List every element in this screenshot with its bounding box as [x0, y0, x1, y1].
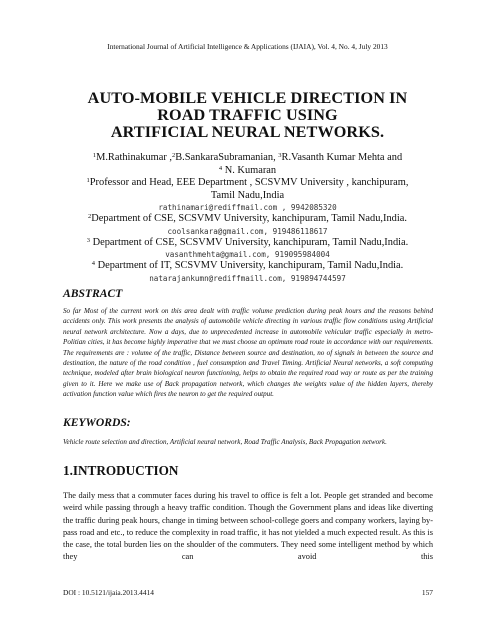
title-line: ARTIFICIAL NEURAL NETWORKS.: [110, 123, 385, 141]
affiliation-sup: 2: [88, 213, 92, 220]
affiliation-1-cont: Tamil Nadu,India: [210, 189, 285, 201]
affiliation-sup: 1: [86, 177, 90, 184]
abstract-body: So far Most of the current work on this area dealt with traffic volume prediction during peak hours and the reasons behind accidents only. This work presents the analysis of automobile vehicle directing in various traffic flow conditions using Artificial neural network architecture. Now a days, due to unprecedented increase in automobile vehicular traffic especially in metro-Politian cities, it has become highly imperative that we must choose an optimum road route in accordance with our requirements. The requirements are : volume of the traffic, Distance between source and destination, no of signals in between the source and destination, the nature of the road condition , fuel consumption and Travel Timing. Artificial Neural networks, a soft computing technique, modeled after brain biological neuron functioning, helps to obtain the required road way or route as per the training given to it. Here we make use of Back propagation network, which changes the weights value of the hidden layers, thereby activation function value which fires the neuron to get the required output.: [63, 307, 433, 399]
author-sup: 3: [278, 152, 282, 159]
keywords-heading: KEYWORDS:: [63, 416, 131, 429]
page-number: 157: [421, 588, 433, 597]
affiliation-3: [50, 237, 445, 250]
title-line: ROAD TRAFFIC USING: [157, 106, 338, 124]
affiliation-2: [50, 213, 445, 226]
journal-header: International Journal of Artificial Intelligence & Applications (IJAIA), Vol. 4, No. 4, July 2013: [107, 42, 388, 51]
abstract-heading: ABSTRACT: [63, 287, 123, 300]
affiliation-text: Department of CSE, SCSVMV University, kanchipuram, Tamil Nadu,India.: [91, 213, 407, 224]
keywords-body: Vehicle route selection and direction, Artificial neural network, Road Traffic Analysis, Back Propagation network.: [63, 438, 387, 446]
affiliation-sup: 3: [86, 236, 90, 244]
author-sup: 1: [92, 152, 97, 159]
email-2: coolsankara@gmail.com, 919486118617: [167, 226, 328, 236]
affiliation-1: [50, 177, 445, 190]
affiliation-text: Department of CSE, SCSVMV University, kanchipuram, Tamil Nadu,India.: [89, 236, 409, 248]
introduction-body: The daily mess that a commuter faces during his travel to office is felt a lot. People get stranded and become weird while passing through a heavy traffic condition. Though the Government plans and ideas like diverting the traffic during peak hours, change in timing between school-college goers and company workers, laying by-pass road and etc., to reduce the complexity in road traffic, it has not yielded a much expected result. As this is the case, the total burden lies on the shoulder of the commuters. They need some intelligent method by which they can avoid this: [63, 491, 433, 562]
introduction-heading: 1.INTRODUCTION: [63, 463, 179, 478]
affiliation-text: Professor and Head, EEE Department , SCSVMV University , kanchipuram,: [89, 177, 409, 188]
author-name: N. Kumaran: [222, 164, 277, 176]
author-names-line-2: [50, 165, 445, 178]
title-line: AUTO-MOBILE VEHICLE DIRECTION IN: [87, 89, 408, 107]
author-name: B.SankaraSubramanian,: [175, 152, 279, 163]
email-1: rathinamari@rediffmail.com , 9942085320: [158, 203, 337, 212]
author-sup: 4: [218, 164, 223, 172]
author-block: [50, 152, 445, 284]
email-3: vasanthmehta@gmail.com, 919095984004: [165, 250, 330, 259]
author-names-line-1: [50, 152, 445, 165]
author-name: R.Vasanth Kumar Mehta and: [281, 152, 403, 163]
paper-title: [40, 90, 455, 141]
affiliation-4: [50, 260, 445, 273]
affiliation-sup: 4: [91, 260, 95, 267]
author-name: M.Rathinakumar ,: [96, 152, 172, 163]
author-sup: 2: [172, 152, 176, 159]
doi-text: DOI : 10.5121/ijaia.2013.4414: [63, 588, 154, 597]
email-4: natarajankumn@rediffmaill.com, 919894744597: [149, 273, 346, 283]
affiliation-text: Department of IT, SCSVMV University, kanchipuram, Tamil Nadu,India.: [95, 260, 404, 271]
